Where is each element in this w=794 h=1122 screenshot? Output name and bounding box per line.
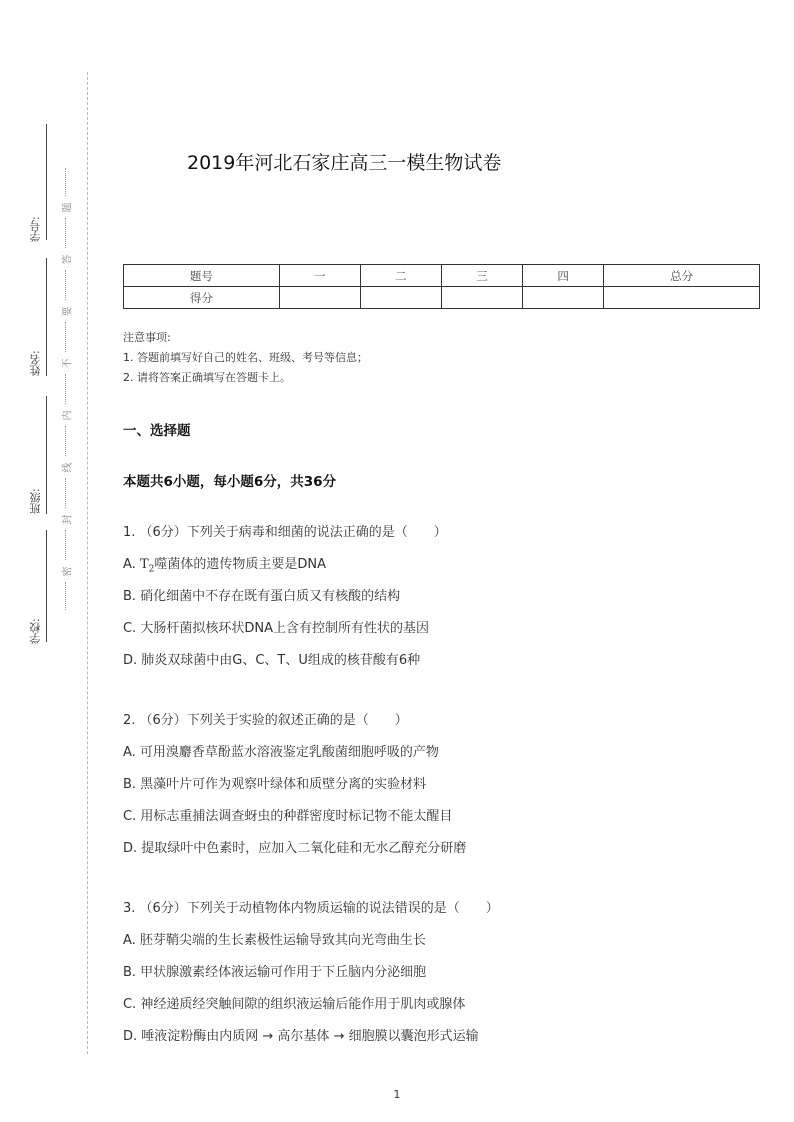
score-cell: 得分 [124,287,280,309]
option-d[interactable]: D. 肺炎双球菌中由G、C、T、U组成的核苷酸有6种 [123,653,421,668]
section-instruction: 本题共6小题，每小题6分，共36分 [123,474,337,490]
seal-dotted-line [65,374,66,404]
seal-dotted-line [65,270,66,300]
question-stem: 1. （6分）下列关于病毒和细菌的说法正确的是（ ） [123,525,447,540]
seal-char-xian: 线 [62,462,74,473]
seal-char-ti: 题 [62,202,74,213]
option-subscript: 2 [148,564,155,575]
seal-char-nei: 内 [62,410,74,421]
option-c[interactable]: C. 神经递质经突触间隙的组织液运输后能作用于肌肉或腺体 [123,997,466,1012]
notes-item: 2. 请将答案正确填写在答题卡上。 [123,371,291,384]
score-input-cell[interactable] [604,287,760,309]
seal-char-feng: 封 [62,514,74,525]
section-heading: 一、选择题 [123,423,191,439]
name-line [46,258,47,376]
page-number: 1 [393,1088,401,1101]
option-a[interactable] [123,555,447,587]
option-c[interactable]: C. 大肠杆菌拟核环状DNA上含有控制所有性状的基因 [123,621,429,636]
score-cell: 题号 [124,265,280,287]
seal-char-yao: 要 [62,306,74,317]
notes-item: 1. 答题前填写好自己的姓名、班级、考号等信息； [123,351,368,364]
option-d[interactable]: D. 唾液淀粉酶由内质网 → 高尔基体 → 细胞膜以囊泡形式运输 [123,1029,479,1044]
option-c[interactable]: C. 用标志重捕法调查蚜虫的种群密度时标记物不能太醒目 [123,809,453,824]
school-line [46,530,47,642]
option-text: T [139,557,149,572]
seal-dotted-line [65,168,66,196]
score-cell: 一 [279,265,360,287]
class-label: 班级: [29,488,42,514]
option-b[interactable]: B. 甲状腺激素经体液运输可作用于下丘脑内分泌细胞 [123,965,427,980]
binding-dashed-line [87,72,88,1054]
notes-heading: 注意事项: [123,331,171,344]
option-b[interactable]: B. 硝化细菌中不存在既有蛋白质又有核酸的结构 [123,589,401,604]
seal-char-mi: 密 [62,566,74,577]
score-input-cell[interactable] [441,287,522,309]
option-b[interactable]: B. 黑藻叶片可作为观察叶绿体和质壁分离的实验材料 [123,777,427,792]
seal-char-bu: 不 [62,358,74,369]
score-input-cell[interactable] [523,287,604,309]
question-stem: 3. （6分）下列关于动植物体内物质运输的说法错误的是（ ） [123,901,499,916]
seal-dotted-line [65,582,66,610]
seal-dotted-line [65,322,66,352]
seal-char-da: 答 [62,254,74,265]
name-label: 姓名: [29,350,42,376]
option-a[interactable]: A. 可用溴麝香草酚蓝水溶液鉴定乳酸菌细胞呼吸的产物 [123,745,439,760]
question-1 [123,523,447,683]
seal-dotted-line [65,530,66,560]
option-a[interactable]: A. 胚芽鞘尖端的生长素极性运输导致其向光弯曲生长 [123,933,426,948]
question-2 [123,711,466,871]
student-id-line [46,124,47,240]
score-input-cell[interactable] [279,287,360,309]
score-cell: 总分 [604,265,760,287]
score-table-header-row [124,265,760,287]
class-line [46,396,47,514]
score-table-score-row [124,287,760,309]
notes [123,328,368,388]
score-table [123,264,760,309]
question-stem: 2. （6分）下列关于实验的叙述正确的是（ ） [123,713,408,728]
seal-dotted-line [65,426,66,456]
seal-dotted-line [65,478,66,508]
option-text: 噬菌体的遗传物质主要是DNA [154,557,326,572]
student-id-label: 学号: [29,216,42,242]
option-d[interactable]: D. 提取绿叶中色素时，应加入二氧化硅和无水乙醇充分研磨 [123,841,467,856]
seal-dotted-line [65,218,66,248]
exam-title: 2019年河北石家庄高三一模生物试卷 [187,152,502,174]
score-cell: 二 [360,265,441,287]
score-cell: 三 [441,265,522,287]
option-prefix: A. [123,557,140,572]
score-input-cell[interactable] [360,287,441,309]
question-3 [123,899,499,1059]
school-label: 学校: [29,618,42,644]
score-cell: 四 [523,265,604,287]
